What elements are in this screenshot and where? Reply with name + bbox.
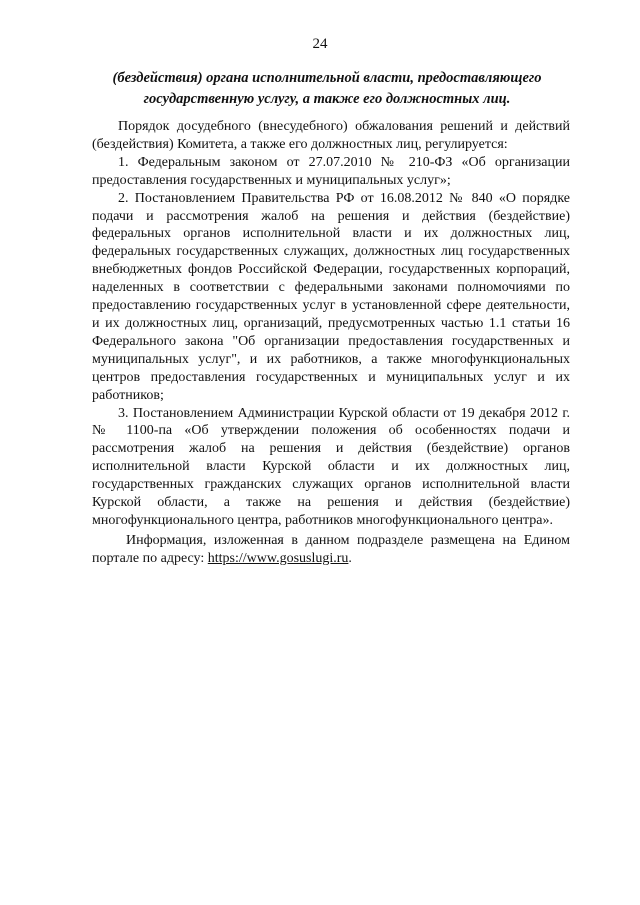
paragraph-item-1: 1. Федеральным законом от 27.07.2010 № 210-ФЗ «Об организации предоставления государственных и муниципальных услуг»; xyxy=(92,154,570,188)
portal-link[interactable]: https://www.gosuslugi.ru xyxy=(207,550,349,566)
info-text: Информация, изложенная в данном подразделе размещена на Едином портале по адресу: xyxy=(92,532,570,566)
section-heading xyxy=(92,68,562,110)
body-text xyxy=(92,118,570,568)
paragraph-item-2: 2. Постановлением Правительства РФ от 16.08.2012 № 840 «О порядке подачи и рассмотрения жалоб на решения и действия (бездействие) федеральных органов исполнительной власти и их должностных лиц, федеральных государственных служащих, должностных лиц государственных внебюджетных фондов Российской Федерации, государственных корпораций, наделенных в соответствии с федеральными законами полномочиями по предоставлению государственных услуг в установленной сфере деятельности, и их должностных лиц, организаций, предусмотренных частью 1.1 статьи 16 Федерального закона "Об организации предоставления государственных и муниципальных услуг", и их работников, а также многофункциональных центров предоставления государственных и муниципальных услуг и их работников; xyxy=(92,190,570,403)
heading-line-1: (бездействия) органа исполнительной власти, предоставляющего xyxy=(112,70,542,86)
paragraph-intro: Порядок досудебного (внесудебного) обжалования решений и действий (бездействия) Комитета, а также его должностных лиц, регулируется: xyxy=(92,119,570,152)
heading-line-2: государственную услугу, а также его должностных лиц. xyxy=(143,91,511,107)
paragraph-item-3: 3. Постановлением Администрации Курской области от 19 декабря 2012 г. № 1100-па «Об утверждении положения об особенностях подачи и рассмотрения жалоб на решения и действия (бездействие) органов исполнительной власти Курской области и их должностных лиц, государственных гражданских служащих органов исполнительной власти Курской области, а также на решения и действия (бездействие) многофункционального центра, работников многофункционального центра». xyxy=(92,405,570,528)
paragraph-info xyxy=(92,532,570,568)
page-number: 24 xyxy=(312,36,328,52)
info-end: . xyxy=(348,550,352,566)
